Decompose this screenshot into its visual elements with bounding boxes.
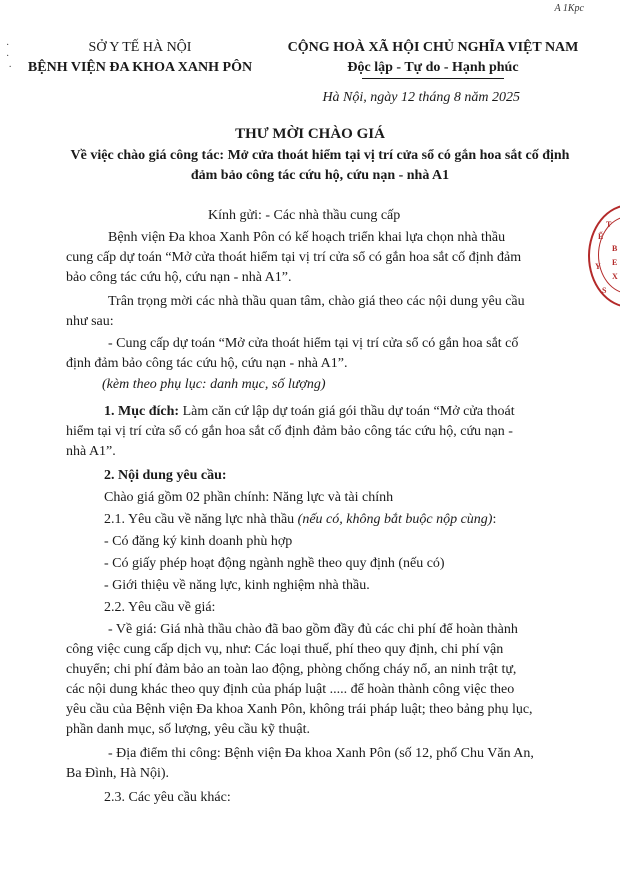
- section-1-label: 1. Mục đích:: [104, 404, 180, 419]
- section-2-1-colon: :: [492, 512, 497, 527]
- location-line-1: - Địa điểm thi công: Bệnh viện Đa khoa Xanh Pôn (số 12, phố Chu Văn An,: [108, 746, 534, 761]
- paragraph-2-line-1: Trân trọng mời các nhà thầu quan tâm, chào giá theo các nội dung yêu cầu: [108, 294, 525, 309]
- price-line-5: yêu cầu của Bệnh viện Đa khoa Xanh Pôn, không trái pháp luật; theo bảng phụ lục,: [66, 702, 533, 717]
- section-2-1-heading: [104, 510, 496, 530]
- section-2-2-heading: 2.2. Yêu cầu về giá:: [104, 600, 216, 615]
- section-1-line-3: nhà A1”.: [66, 444, 116, 459]
- price-line-3: chuyển; chi phí đảm bảo an toàn lao động, phòng chống cháy nổ, an ninh trật tự,: [66, 662, 517, 677]
- margin-scribble: · · ·: [6, 40, 12, 73]
- header-organization: [20, 38, 260, 78]
- section-1-text-1: Làm căn cứ lập dự toán giá gói thầu dự toán “Mở cửa thoát: [179, 404, 515, 419]
- stamp-letter: Y: [595, 262, 601, 271]
- price-line-1: - Về giá: Giá nhà thầu chào đã bao gồm đầy đủ các chi phí để hoàn thành: [108, 622, 518, 637]
- section-1-line-2: hiểm tại vị trí cửa sổ có gắn hoa sắt cố định đảm bảo công tác cứu hộ, cứu nạn -: [66, 424, 513, 439]
- section-1-line-1: [104, 402, 515, 422]
- section-2-1-item: - Giới thiệu về năng lực, kinh nghiệm nhà thầu.: [104, 578, 370, 593]
- section-2-1-label: 2.1. Yêu cầu về năng lực nhà thầu: [104, 512, 298, 527]
- date-line: Hà Nội, ngày 12 tháng 8 năm 2025: [322, 90, 520, 105]
- org-name: BỆNH VIỆN ĐA KHOA XANH PÔN: [27, 60, 253, 75]
- paragraph-1-line-1: Bệnh viện Đa khoa Xanh Pôn có kế hoạch triển khai lựa chọn nhà thầu: [108, 230, 506, 245]
- section-2-1-item: - Có giấy phép hoạt động ngành nghề theo quy định (nếu có): [104, 556, 445, 571]
- stamp-letter: S: [602, 286, 607, 295]
- paragraph-1-line-3: bảo công tác cứu hộ, cứu nạn - nhà A1”.: [66, 270, 292, 285]
- stamp-letter: T: [606, 220, 612, 229]
- section-2-intro: Chào giá gồm 02 phần chính: Năng lực và tài chính: [104, 490, 394, 505]
- section-2-1-note: (nếu có, không bắt buộc nộp cùng): [297, 512, 493, 527]
- nation-motto: Độc lập - Tự do - Hạnh phúc: [347, 60, 519, 75]
- stamp-letter: Ế: [598, 232, 604, 241]
- paragraph-3-line-1: - Cung cấp dự toán “Mở cửa thoát hiểm tại vị trí cửa sổ có gắn hoa sắt cố: [108, 336, 519, 351]
- paragraph-1-line-2: cung cấp dự toán “Mở cửa thoát hiểm tại vị trí cửa sổ có gắn hoa sắt cố định đảm: [66, 250, 522, 265]
- stamp-letter: X: [612, 272, 618, 281]
- section-2-1-item: - Có đăng ký kinh doanh phù hợp: [104, 534, 293, 549]
- greeting: Kính gửi: - Các nhà thầu cung cấp: [208, 208, 401, 223]
- paragraph-3-line-2: định đảm bảo công tác cứu hộ, cứu nạn - nhà A1”.: [66, 356, 348, 371]
- paragraph-2-line-2: như sau:: [66, 314, 114, 329]
- price-line-2: công việc cung cấp dịch vụ, như: Các loại thuế, phí theo quy định, chi phí vận: [66, 642, 504, 657]
- nation-title: CỘNG HOÀ XÃ HỘI CHỦ NGHĨA VIỆT NAM: [287, 40, 579, 55]
- corner-handwritten-note: A 1Kpc: [554, 3, 584, 14]
- price-line-4: các nội dung khác theo quy định của pháp luật ..... để hoàn thành công việc theo: [66, 682, 515, 697]
- price-line-6: phần danh mục, số lượng, yêu cầu kỹ thuật.: [66, 722, 310, 737]
- stamp-letter: B: [612, 244, 618, 253]
- attachment-note: (kèm theo phụ lục: danh mục, số lượng): [102, 377, 326, 392]
- header-nation: [268, 38, 598, 78]
- stamp-letter: E: [612, 258, 618, 267]
- motto-underline: [362, 78, 504, 79]
- section-2-heading: 2. Nội dung yêu cầu:: [104, 468, 227, 483]
- org-parent: SỞ Y TẾ HÀ NỘI: [88, 40, 192, 55]
- location-line-2: Ba Đình, Hà Nội).: [66, 766, 170, 781]
- document-title: THƯ MỜI CHÀO GIÁ: [235, 126, 385, 142]
- official-stamp: [588, 204, 620, 308]
- document-subject: Về việc chào giá công tác: Mở cửa thoát hiểm tại vị trí cửa sổ có gắn hoa sắt cố định đảm bảo công tác cứu hộ, cứu nạn - nhà A1: [70, 148, 570, 183]
- section-2-3-heading: 2.3. Các yêu cầu khác:: [104, 790, 231, 805]
